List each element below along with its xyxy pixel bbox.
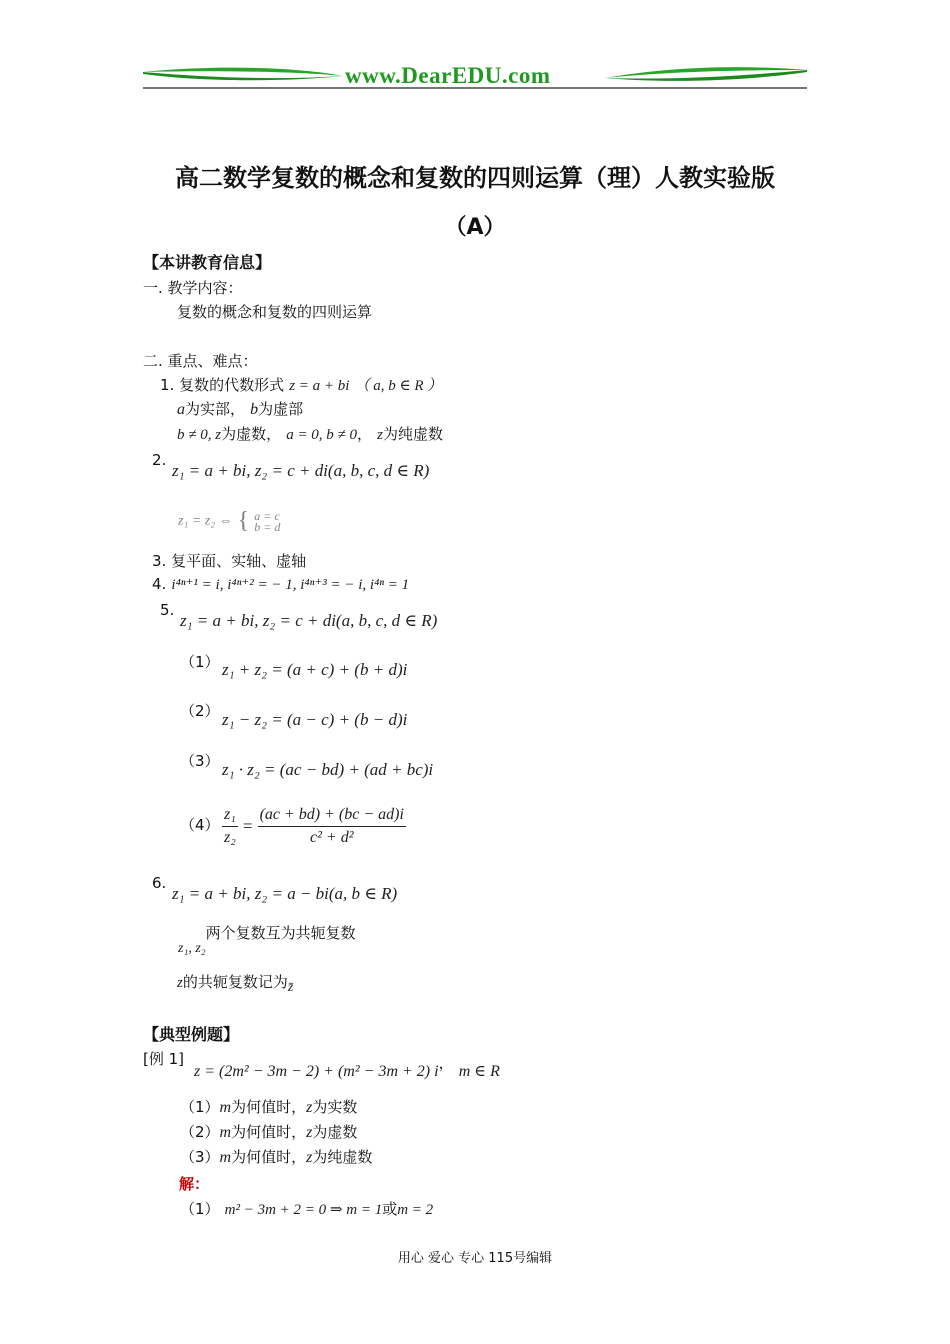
question-1-mid: 为何值时， [231,1098,307,1116]
keypoints-label: 二. 重点、难点： [143,352,258,370]
op-4-rhs-numerator: (ac + bd) + (bc − ad)i [258,806,406,827]
question-1-tail: 为实数 [312,1098,358,1116]
site-url: www.DearEDU.com [345,63,551,88]
section-heading-examples: 【典型例题】 [143,1025,240,1044]
point-5-formula: z₁ = a + bi, z₂ = c + di(a, b, c, d ∈ R) [180,611,438,630]
content-text: 复数的概念和复数的四则运算 [177,303,373,321]
op-4-rhs-fraction [258,806,406,847]
op-4-label: （4） [180,816,220,834]
real-part-var: a [177,401,185,418]
real-part-text: 为实部， [185,400,246,418]
point-6-conjugate-pair [178,922,356,956]
right-swoosh-tail [605,70,807,81]
question-3-var: m [219,1149,232,1166]
point-2-equivalence [178,508,280,535]
conjugate-notation-text: 的共轭复数记为 [182,973,288,991]
page-title-suffix: （A） [444,215,506,240]
equivalence-top: a = c [254,508,280,523]
page-footer: 用心 爱心 专心 115号编辑 [397,1251,553,1266]
point-1-condition: （ a, b ∈ R ） [354,378,443,394]
equivalence-bottom: b = d [254,519,281,534]
op-4-equals: = [242,816,253,836]
solution-label: 解： [179,1175,210,1193]
question-2 [180,1121,357,1142]
point-5-label: 5. [160,601,175,619]
example-1-separator: ， [438,1054,454,1072]
solution-1-label: （1） [180,1200,220,1218]
point-1-classification [177,423,443,444]
question-3-label: （3） [180,1148,220,1166]
op-2-formula: z₁ − z₂ = (a − c) + (b − d)i [222,710,408,729]
conjugate-var: z [177,975,183,991]
imag-part-text: 为虚部 [258,400,304,418]
op-3-label: （3） [180,752,220,770]
conjugate-symbol: z̄ [287,980,294,995]
question-2-var2: z [306,1124,313,1141]
question-3-mid: 为何值时， [231,1148,307,1166]
op-4-lhs-numerator: z₁ [222,806,238,827]
pure-imaginary-condition: a = 0, b ≠ 0 [286,427,358,443]
content-label: 一. 教学内容： [143,279,243,297]
op-1-formula: z₁ + z₂ = (a + c) + (b + d)i [222,660,408,679]
equivalence-lhs: z₁ = z₂ ⇔ [178,513,233,529]
point-6-formula: z₁ = a + bi, z₂ = a − bi(a, b ∈ R) [172,884,398,903]
question-2-tail: 为虚数 [312,1123,358,1141]
point-6-label: 6. [152,874,167,892]
op-4-lhs-denominator: z₂ [224,829,236,846]
point-1-formula: z = a + bi [289,378,350,394]
example-1-condition: m ∈ R [458,1063,500,1080]
point-4-formula: i⁴ⁿ⁺¹ = i, i⁴ⁿ⁺² = − 1, i⁴ⁿ⁺³ = − i, i⁴ⁿ = 1 [171,577,410,593]
example-1-formula-line [194,1054,500,1081]
solution-1-tail: m = 2 [397,1202,434,1218]
question-2-mid: 为何值时， [231,1123,307,1141]
example-1-formula: z = (2m² − 3m − 2) + (m² − 3m + 2) i [194,1063,439,1080]
imag-part-var: b [250,401,259,418]
question-1-label: （1） [180,1098,220,1116]
op-4-rhs-denominator: c² + d² [310,829,354,846]
op-2-label: （2） [180,702,220,720]
conjugate-pair-vars: z₁, z₂ [178,941,206,956]
question-2-var: m [219,1124,232,1141]
solution-1-formula: m² − 3m + 2 = 0 ⇒ m = 1 [224,1202,383,1218]
question-1-var2: z [306,1099,313,1116]
question-3 [180,1146,372,1167]
pure-imaginary-var: z [377,427,383,443]
question-1-var: m [219,1099,232,1116]
point-2-label: 2. [152,451,167,469]
op-3-formula: z₁ · z₂ = (ac − bd) + (ad + bc)i [222,760,434,779]
solution-1 [180,1198,433,1219]
separator: ， [357,425,373,443]
conjugate-pair-text: 两个复数互为共轭复数 [205,924,356,942]
point-4 [152,574,409,594]
pure-imaginary-text: 为纯虚数 [383,425,444,443]
point-4-label: 4. [152,575,167,593]
question-2-label: （2） [180,1123,220,1141]
right-swoosh-decoration [605,67,807,78]
point-1-real-imag [177,398,303,419]
point-6-conjugate-notation [177,971,294,995]
point-3: 3. 复平面、实轴、虚轴 [152,552,307,570]
section-heading-info: 【本讲教育信息】 [143,253,272,272]
point-1 [160,374,442,395]
solution-1-or: 或 [382,1200,398,1218]
imaginary-text: 为虚数， [221,425,282,443]
page-title: 高二数学复数的概念和复数的四则运算（理）人教实验版 [175,164,775,192]
op-4-lhs-fraction [222,806,238,847]
question-1 [180,1096,357,1117]
brace-icon: { [237,508,250,534]
point-2-formula: z₁ = a + bi, z₂ = c + di(a, b, c, d ∈ R) [172,461,430,480]
op-4-formula [222,806,406,847]
example-1-label: [例 1] [143,1050,185,1068]
op-1-label: （1） [180,653,220,671]
imaginary-condition: b ≠ 0, z [177,427,222,443]
question-3-var2: z [306,1149,313,1166]
point-1-label: 1. 复数的代数形式 [160,376,285,394]
question-3-tail: 为纯虚数 [312,1148,373,1166]
